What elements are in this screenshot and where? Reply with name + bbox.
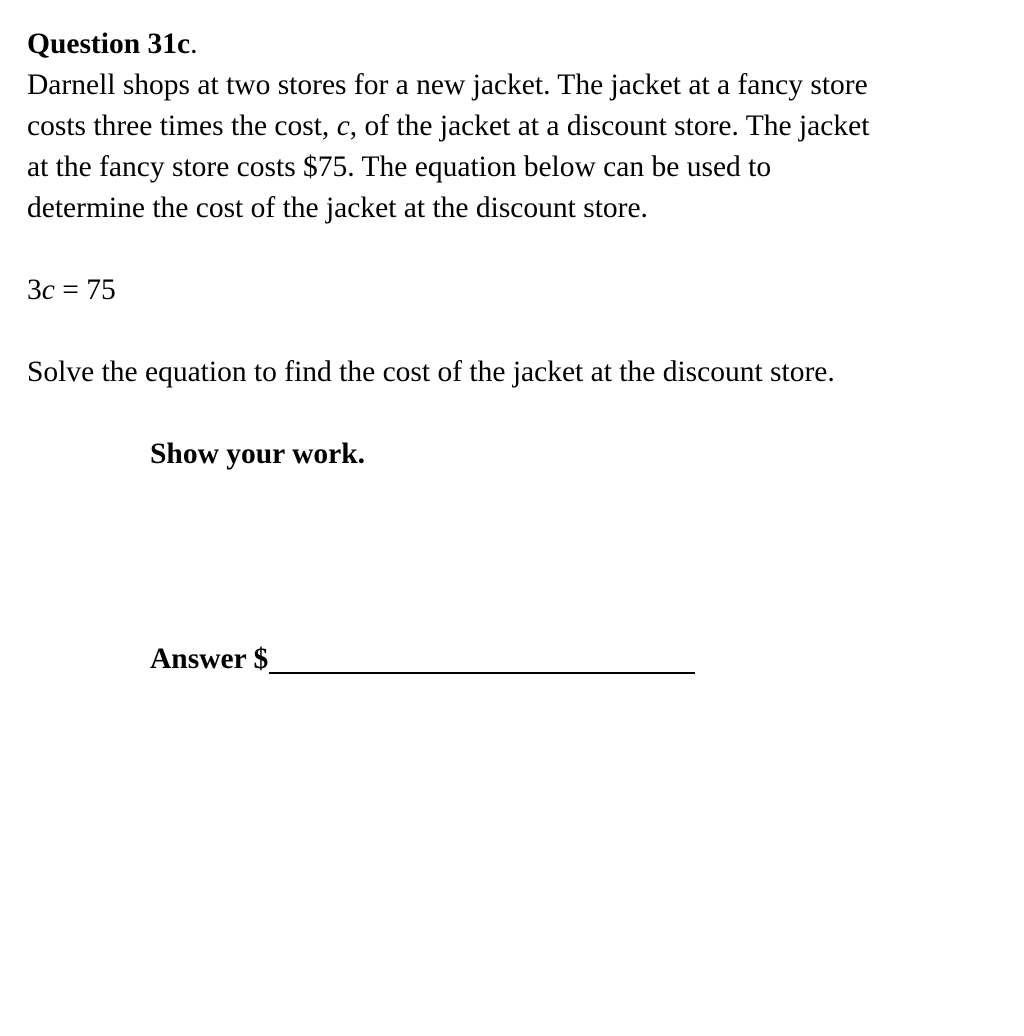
problem-line-3 (27, 147, 1017, 188)
instruction: Solve the equation to find the cost of the jacket at the discount store. (27, 356, 835, 388)
question-page (27, 24, 1017, 680)
answer-row (27, 639, 1017, 680)
spacer (27, 311, 1017, 352)
equation (27, 270, 1017, 311)
variable-c: c (336, 110, 350, 142)
question-title-punct: . (190, 28, 198, 60)
problem-line-4 (27, 188, 1017, 229)
problem-line-2-pre: costs three times the cost, (27, 110, 337, 142)
spacer (27, 229, 1017, 270)
equation-coefficient: 3 (27, 274, 42, 306)
problem-line-3-text: at the fancy store costs $75. The equation below can be used to (27, 151, 772, 183)
problem-line-2-post: , of the jacket at a discount store. The jacket (349, 110, 870, 142)
question-title-text: Question 31c (27, 28, 191, 60)
show-work-label: Show your work. (150, 438, 366, 470)
answer-label: Answer $ (150, 643, 269, 675)
equation-variable: c (41, 274, 55, 306)
problem-line-1 (27, 65, 1017, 106)
equation-rest: = 75 (54, 274, 116, 306)
problem-line-1-text: Darnell shops at two stores for a new jacket. The jacket at a fancy store (27, 69, 868, 101)
problem-line-2 (27, 106, 1017, 147)
question-title (27, 24, 1017, 65)
answer-blank[interactable] (269, 672, 695, 674)
problem-line-4-text: determine the cost of the jacket at the discount store. (27, 192, 648, 224)
